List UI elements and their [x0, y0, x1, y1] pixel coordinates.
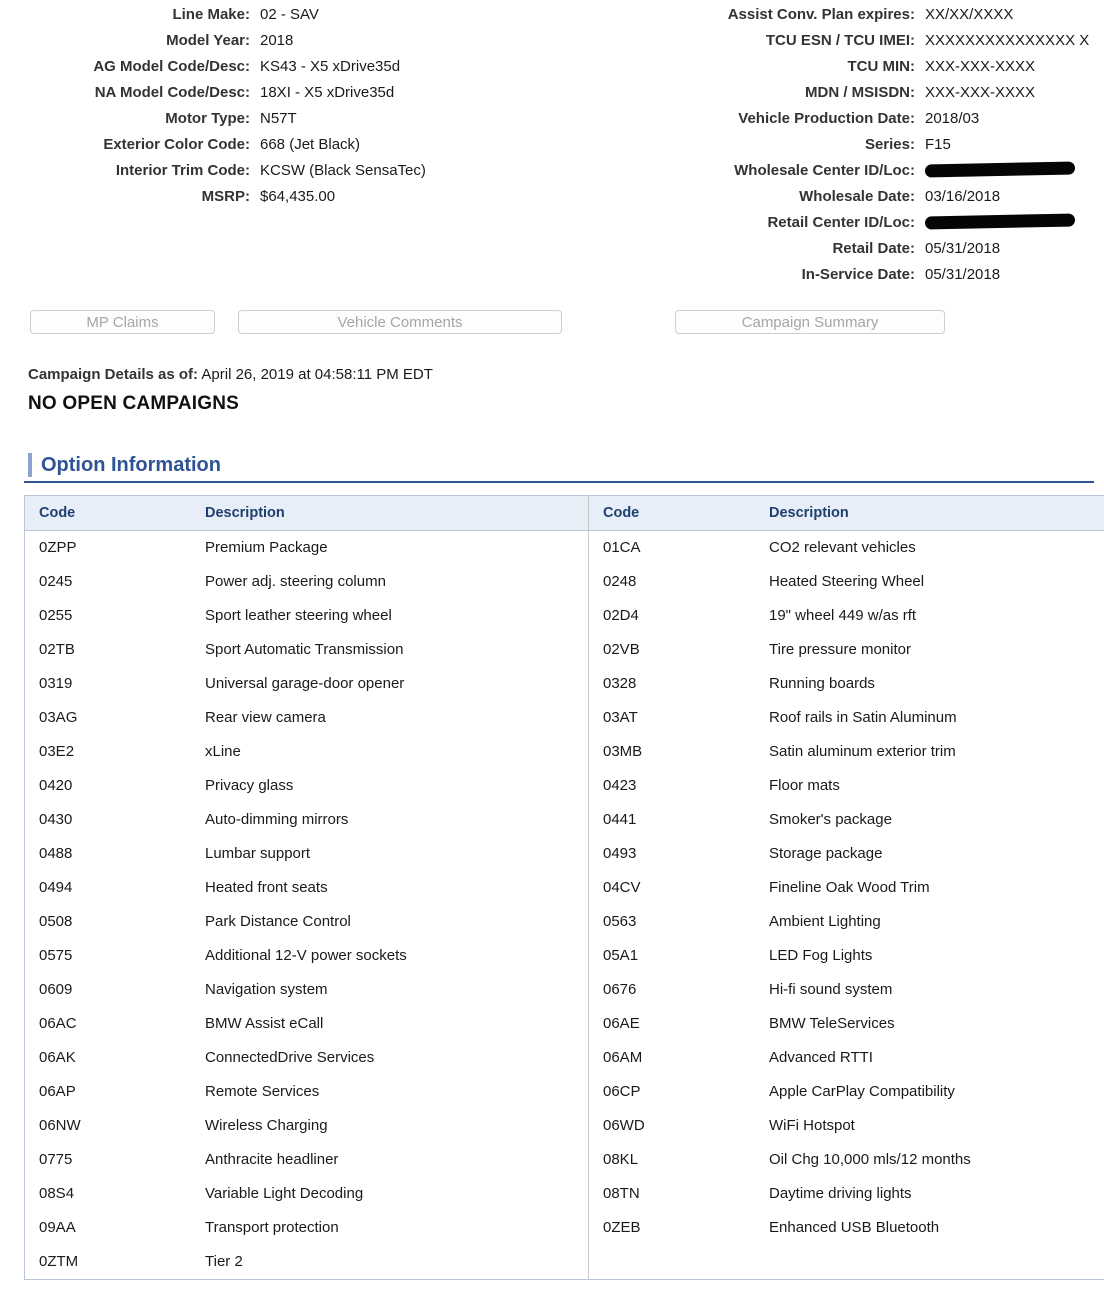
option-code-right: 03AT: [589, 701, 756, 735]
info-label: TCU MIN:: [847, 58, 915, 75]
option-description-right: LED Fog Lights: [769, 947, 873, 964]
option-code-left: 0ZTM: [39, 1253, 79, 1270]
option-description-left: Remote Services: [205, 1083, 320, 1100]
info-row: [0, 106, 620, 132]
option-code-left: 06AC: [39, 1015, 77, 1032]
option-code-right: 02VB: [589, 633, 756, 667]
info-row: [620, 184, 1104, 210]
option-description-right: Tire pressure monitor: [769, 641, 911, 658]
info-label: MSRP:: [201, 188, 250, 205]
option-description-left: Rear view camera: [205, 709, 326, 726]
option-description-left: Premium Package: [205, 539, 328, 556]
info-row: [620, 106, 1104, 132]
options-table-header-row: [25, 496, 1104, 531]
info-value: XX/XX/XXXX: [925, 6, 1014, 23]
mp-claims-button[interactable]: MP Claims: [30, 310, 215, 334]
table-row: [25, 803, 1104, 837]
option-description-left: Anthracite headliner: [205, 1151, 339, 1168]
info-row: [620, 54, 1104, 80]
option-code-right: 0ZEB: [589, 1211, 756, 1245]
option-code-left: 03E2: [39, 743, 75, 760]
option-description-right: Satin aluminum exterior trim: [769, 743, 956, 760]
option-code-right: [589, 1245, 756, 1280]
info-label: TCU ESN / TCU IMEI:: [765, 32, 915, 49]
info-row: [620, 80, 1104, 106]
option-code-left: 0775: [39, 1151, 73, 1168]
option-description-left: Tier 2: [205, 1253, 243, 1270]
table-row: [25, 871, 1104, 905]
option-description-left: Auto-dimming mirrors: [205, 811, 349, 828]
table-row: [25, 565, 1104, 599]
info-value: 2018/03: [925, 110, 980, 127]
info-value: XXX-XXX-XXXX: [925, 84, 1036, 101]
campaign-details-label: Campaign Details as of:: [28, 366, 199, 383]
info-value: N57T: [260, 110, 297, 127]
option-code-left: 0508: [39, 913, 73, 930]
info-label: Retail Center ID/Loc:: [767, 214, 915, 231]
option-description-left: Heated front seats: [205, 879, 328, 896]
option-description-right: WiFi Hotspot: [769, 1117, 855, 1134]
option-code-right: 02D4: [589, 599, 756, 633]
info-value: 668 (Jet Black): [260, 136, 361, 153]
option-code-left: 0609: [39, 981, 73, 998]
info-label: MDN / MSISDN:: [805, 84, 915, 101]
table-row: [25, 701, 1104, 735]
option-description-right: CO2 relevant vehicles: [769, 539, 916, 556]
campaign-details-block: [0, 366, 1104, 415]
option-code-left: 0494: [39, 879, 73, 896]
info-value: KCSW (Black SensaTec): [260, 162, 426, 179]
table-row: [25, 531, 1104, 566]
table-row: [25, 735, 1104, 769]
info-row: [620, 2, 1104, 28]
info-row: [0, 80, 620, 106]
option-description-left: Additional 12-V power sockets: [205, 947, 407, 964]
info-label: Wholesale Center ID/Loc:: [734, 162, 915, 179]
info-label: Retail Date:: [832, 240, 915, 257]
header-description-right: Description: [755, 496, 1104, 531]
table-row: [25, 905, 1104, 939]
option-description-right: Enhanced USB Bluetooth: [769, 1219, 940, 1236]
option-code-right: 0328: [589, 667, 756, 701]
option-code-right: 08KL: [589, 1143, 756, 1177]
option-code-left: 09AA: [39, 1219, 76, 1236]
redaction-mark: [925, 161, 1075, 175]
option-description-left: Transport protection: [205, 1219, 339, 1236]
option-description-left: Navigation system: [205, 981, 328, 998]
section-accent-bar: [28, 453, 32, 477]
info-row: [0, 28, 620, 54]
info-value: $64,435.00: [260, 188, 336, 205]
info-label: Assist Conv. Plan expires:: [727, 6, 915, 23]
option-information-section: [0, 453, 1104, 1280]
table-row: [25, 837, 1104, 871]
info-row: [620, 28, 1104, 54]
option-description-left: Power adj. steering column: [205, 573, 386, 590]
info-row: [620, 132, 1104, 158]
campaign-details-timestamp: April 26, 2019 at 04:58:11 PM EDT: [201, 366, 433, 383]
option-description-right: Storage package: [769, 845, 883, 862]
option-description-right: [755, 1245, 1104, 1280]
option-description-right: Oil Chg 10,000 mls/12 months: [769, 1151, 971, 1168]
vehicle-info-area: [0, 0, 1104, 288]
option-code-right: 0563: [589, 905, 756, 939]
option-description-left: Sport leather steering wheel: [205, 607, 392, 624]
option-description-right: Heated Steering Wheel: [769, 573, 925, 590]
option-description-left: Sport Automatic Transmission: [205, 641, 404, 658]
option-code-right: 0248: [589, 565, 756, 599]
option-description-left: BMW Assist eCall: [205, 1015, 324, 1032]
option-description-left: Privacy glass: [205, 777, 294, 794]
info-row: [620, 158, 1104, 184]
option-code-right: 06AM: [589, 1041, 756, 1075]
info-value: [925, 158, 1075, 184]
info-row: [0, 132, 620, 158]
info-value: 05/31/2018: [925, 240, 1001, 257]
option-code-left: 06AK: [39, 1049, 76, 1066]
table-row: [25, 1211, 1104, 1245]
section-title: Option Information: [41, 453, 221, 476]
info-label: Exterior Color Code:: [103, 136, 250, 153]
option-code-right: 06AE: [589, 1007, 756, 1041]
table-row: [25, 1109, 1104, 1143]
table-row: [25, 1075, 1104, 1109]
option-description-right: Daytime driving lights: [769, 1185, 912, 1202]
info-value: XXX-XXX-XXXX: [925, 58, 1036, 75]
options-table-body: [25, 531, 1104, 1280]
info-value: 2018: [260, 32, 294, 49]
option-description-right: Running boards: [769, 675, 875, 692]
info-label: In-Service Date:: [801, 266, 915, 283]
table-row: [25, 599, 1104, 633]
option-description-right: 19" wheel 449 w/as rft: [769, 607, 917, 624]
header-code-right: Code: [589, 496, 756, 531]
info-value: XXXXXXXXXXXXXXX X: [925, 32, 1090, 49]
info-label: Series:: [864, 136, 915, 153]
option-code-right: 0441: [589, 803, 756, 837]
vehicle-info-left-column: [0, 2, 620, 288]
campaign-summary-button[interactable]: Campaign Summary: [675, 310, 945, 334]
info-value: F15: [925, 136, 951, 153]
option-description-right: Ambient Lighting: [769, 913, 881, 930]
info-value: 18XI - X5 xDrive35d: [260, 84, 395, 101]
table-row: [25, 633, 1104, 667]
info-label: Vehicle Production Date:: [738, 110, 915, 127]
info-label: Motor Type:: [165, 110, 250, 127]
option-code-right: 01CA: [589, 531, 756, 566]
campaign-details-line: [28, 366, 1104, 383]
option-code-right: 05A1: [589, 939, 756, 973]
info-label: Wholesale Date:: [799, 188, 915, 205]
option-code-right: 06CP: [589, 1075, 756, 1109]
table-row: [25, 1143, 1104, 1177]
option-information-header: [24, 453, 1094, 483]
table-row: [25, 1245, 1104, 1280]
option-description-left: ConnectedDrive Services: [205, 1049, 375, 1066]
table-row: [25, 667, 1104, 701]
info-row: [0, 184, 620, 210]
vehicle-info-right-column: [620, 2, 1104, 288]
option-description-right: Fineline Oak Wood Trim: [769, 879, 930, 896]
option-description-right: Smoker's package: [769, 811, 892, 828]
campaign-status: NO OPEN CAMPAIGNS: [28, 393, 240, 414]
option-code-right: 0676: [589, 973, 756, 1007]
option-code-left: 0488: [39, 845, 73, 862]
redaction-mark: [925, 213, 1075, 227]
table-row: [25, 973, 1104, 1007]
option-description-left: Universal garage-door opener: [205, 675, 405, 692]
option-code-right: 04CV: [589, 871, 756, 905]
action-buttons-row: [0, 310, 1104, 356]
option-description-left: Park Distance Control: [205, 913, 351, 930]
option-code-right: 08TN: [589, 1177, 756, 1211]
option-description-right: Apple CarPlay Compatibility: [769, 1083, 955, 1100]
option-code-left: 0319: [39, 675, 73, 692]
option-description-left: Wireless Charging: [205, 1117, 328, 1134]
option-description-right: Advanced RTTI: [769, 1049, 873, 1066]
option-code-left: 06AP: [39, 1083, 76, 1100]
option-code-left: 08S4: [39, 1185, 75, 1202]
table-row: [25, 1041, 1104, 1075]
option-description-left: Variable Light Decoding: [205, 1185, 364, 1202]
option-code-left: 0575: [39, 947, 73, 964]
info-label: AG Model Code/Desc:: [93, 58, 250, 75]
info-value: 02 - SAV: [260, 6, 319, 23]
option-description-right: Hi-fi sound system: [769, 981, 893, 998]
option-code-left: 03AG: [39, 709, 78, 726]
table-row: [25, 1177, 1104, 1211]
info-row: [620, 262, 1104, 288]
option-code-right: 0423: [589, 769, 756, 803]
info-value: KS43 - X5 xDrive35d: [260, 58, 401, 75]
info-row: [0, 2, 620, 28]
option-code-left: 0255: [39, 607, 73, 624]
option-code-right: 03MB: [589, 735, 756, 769]
options-table-head: [25, 496, 1104, 531]
option-code-left: 0420: [39, 777, 73, 794]
option-description-right: Floor mats: [769, 777, 840, 794]
option-description-right: Roof rails in Satin Aluminum: [769, 709, 957, 726]
table-row: [25, 939, 1104, 973]
info-row: [620, 236, 1104, 262]
info-row: [620, 210, 1104, 236]
header-code-left: Code: [25, 496, 192, 531]
info-row: [0, 54, 620, 80]
table-row: [25, 769, 1104, 803]
option-code-left: 0ZPP: [39, 539, 77, 556]
info-value: [925, 210, 1075, 236]
option-description-right: BMW TeleServices: [769, 1015, 895, 1032]
option-code-right: 06WD: [589, 1109, 756, 1143]
option-code-left: 06NW: [39, 1117, 81, 1134]
option-description-left: xLine: [205, 743, 241, 760]
options-table: [24, 495, 1104, 1280]
info-label: Line Make:: [172, 6, 250, 23]
table-row: [25, 1007, 1104, 1041]
option-code-right: 0493: [589, 837, 756, 871]
vehicle-comments-button[interactable]: Vehicle Comments: [238, 310, 562, 334]
option-code-left: 02TB: [39, 641, 75, 658]
option-code-left: 0245: [39, 573, 73, 590]
option-code-left: 0430: [39, 811, 73, 828]
info-label: Model Year:: [166, 32, 250, 49]
info-row: [0, 158, 620, 184]
info-label: NA Model Code/Desc:: [94, 84, 250, 101]
info-label: Interior Trim Code:: [115, 162, 250, 179]
option-description-left: Lumbar support: [205, 845, 311, 862]
header-description-left: Description: [191, 496, 589, 531]
info-value: 03/16/2018: [925, 188, 1001, 205]
info-value: 05/31/2018: [925, 266, 1001, 283]
